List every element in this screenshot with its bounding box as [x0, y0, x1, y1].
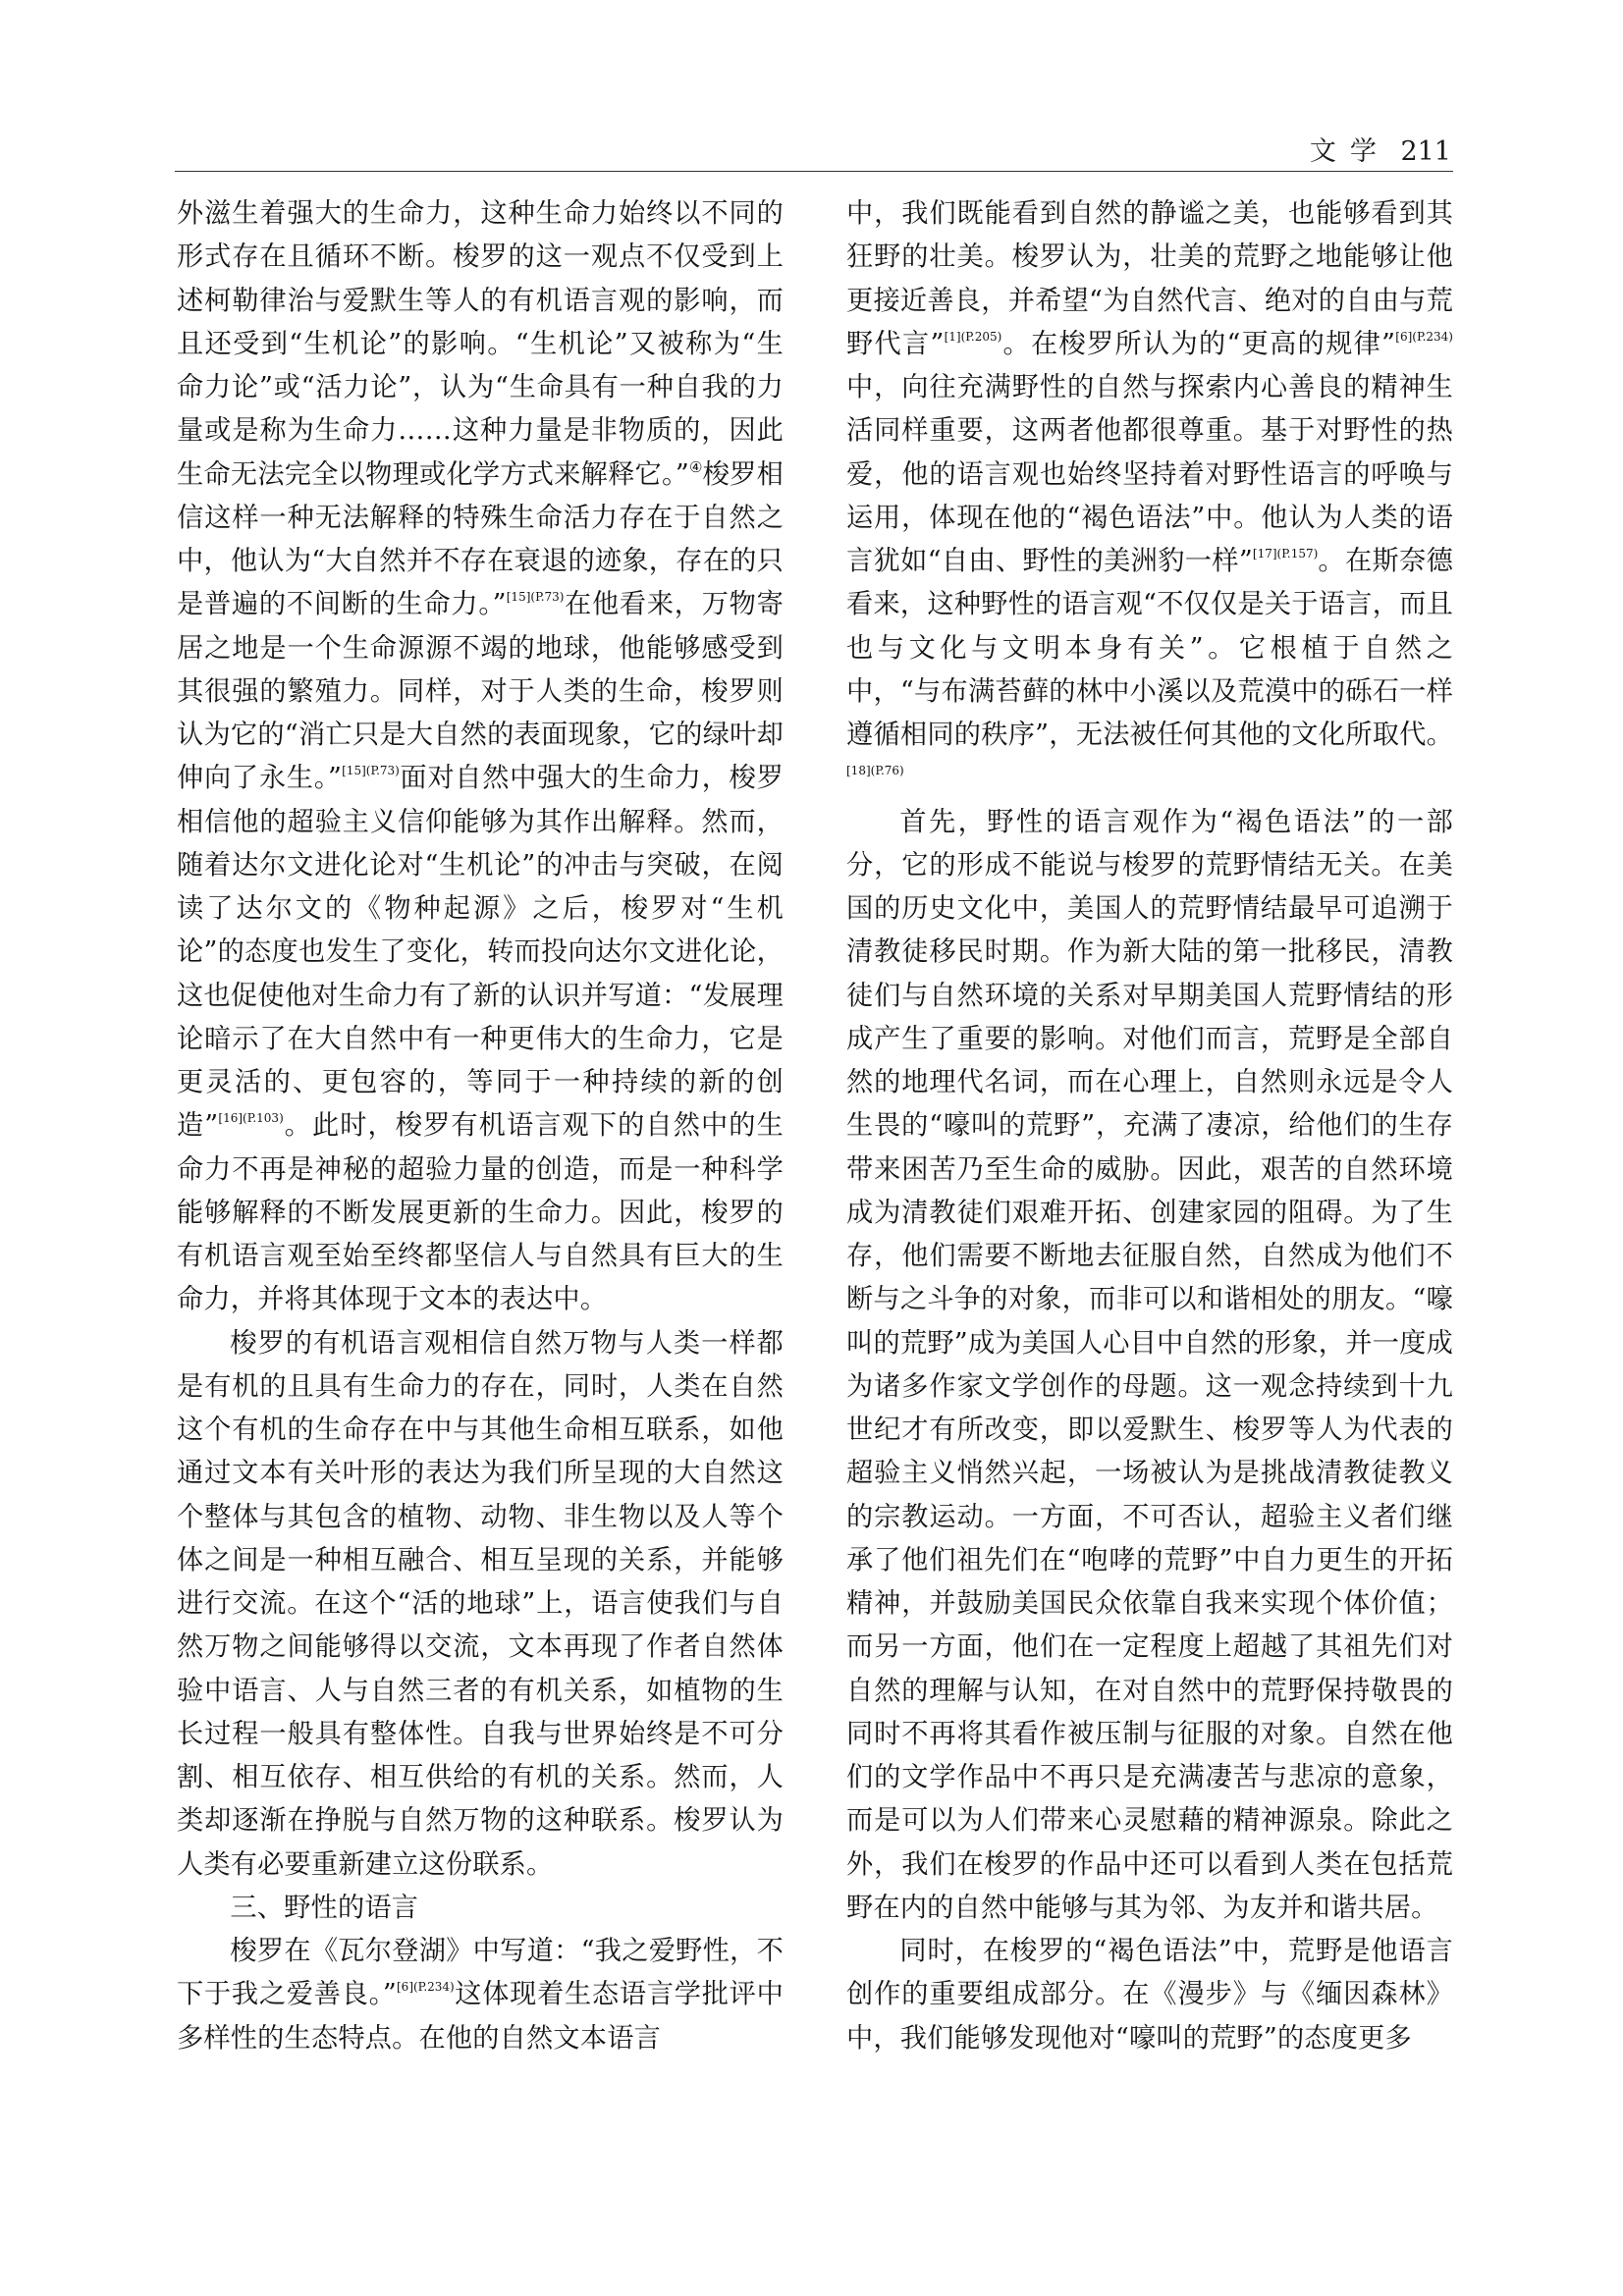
paragraph: 首先，野性的语言观作为“褐色语法”的一部分，它的形成不能说与梭罗的荒野情结无关。在美国的历史文化中，美国人的荒野情结最早可追溯于清教徒移民时期。作为新大陆的第一批移民，清教徒们与自然环境的关系对早期美国人荒野情结的形成产生了重要的影响。对他们而言，荒野是全部自然的地理代名词，而在心理上，自然则永远是令人生畏的“嚎叫的荒野”，充满了凄凉，给他们的生存带来困苦乃至生命的威胁。因此，艰苦的自然环境成为清教徒们艰难开拓、创建家园的阻碍。为了生存，他们需要不断地去征服自然，自然成为他们不断与之斗争的对象，而非可以和谐相处的朋友。“嚎叫的荒野”成为美国人心目中自然的形象，并一度成为诸多作家文学创作的母题。这一观念持续到十九世纪才有所改变，即以爱默生、梭罗等人为代表的超验主义悄然兴起，一场被认为是挑战清教徒教义的宗教运动。一方面，不可否认，超验主义者们继承了他们祖先们在“咆哮的荒野”中自力更生的开拓精神，并鼓励美国民众依靠自我来实现个体价值；而另一方面，他们在一定程度上超越了其祖先们对自然的理解与认知，在对自然中的荒野保持敬畏的同时不再将其看作被压制与征服的对象。自然在他们的文学作品中不再只是充满凄苦与悲凉的意象，而是可以为人们带来心灵慰藉的精神源泉。除此之外，我们在梭罗的作品中还可以看到人类在包括荒野在内的自然中能够与其为邻、为友并和谐共居。	[846, 806, 1453, 1923]
text-run: 梭罗在《瓦尔登湖》中写道：“我之爱野性，不下于我之爱善良。”	[177, 1936, 784, 2010]
text-run: 面对自然中强大的生命力，梭罗相信他的超验主义信仰能够为其作出解释。然而，随着达尔文进化论对“生机论”的冲击与突破，在阅读了达尔文的《物种起源》之后，梭罗对“生机论”的态度也发生了变化，转而投向达尔文进化论，这也促使他对生命力有了新的认识并写道：“发展理论暗示了在大自然中有一种更伟大的生命力，它是更灵活的、更包容的，等同于一种持续的新的创造”	[177, 763, 784, 1142]
citation: [18](P.76)	[846, 764, 904, 778]
citation: [6](P.234)	[397, 1980, 455, 1995]
paragraph	[177, 1930, 784, 2060]
running-header	[175, 130, 1451, 168]
footnote-marker: ④	[688, 457, 703, 476]
text-run: 外滋生着强大的生命力，这种生命力始终以不同的形式存在且循环不断。梭罗的这一观点不仅受到上述柯勒律治与爱默生等人的有机语言观的影响，而且还受到“生机论”的影响。“生机论”又被称为“生命力论”或“活力论”，认为“生命具有一种自我的力量或是称为生命力……这种力量是非物质的，因此生命无法完全以物理或化学方式来解释它。”	[177, 198, 784, 490]
right-column	[846, 192, 1453, 2060]
section-heading: 三、野性的语言	[230, 1892, 419, 1923]
citation: [17](P.157)	[1252, 547, 1319, 561]
citation: [16](P.103)	[218, 1111, 284, 1126]
citation: [15](P.73)	[342, 764, 400, 778]
text-run: 梭罗相信这样一种无法解释的特殊生命活力存在于自然之中，他认为“大自然并不存在衰退的迹象，存在的只是普遍的不间断的生命力。”	[177, 458, 784, 620]
citation: [1](P.205)	[944, 329, 1002, 344]
section-title: 文学	[1309, 136, 1390, 167]
header-rule	[175, 171, 1453, 172]
page-number: 211	[1400, 136, 1451, 167]
text-run: 这体现着生态语言学批评中多样性的生态特点。在他的自然文本语言	[177, 1979, 784, 2054]
text-run: 。在梭罗所认为的“更高的规律”	[1001, 328, 1396, 359]
text-run: 。此时，梭罗有机语言观下的自然中的生命力不再是神秘的超验力量的创造，而是一种科学能够解释的不断发展更新的生命力。因此，梭罗的有机语言观至始至终都坚信人与自然具有巨大的生命力，并将其体现于文本的表达中。	[177, 1110, 784, 1315]
text-run: 在他看来，万物寄居之地是一个生命源源不竭的地球，他能够感受到其很强的繁殖力。同样，对于人类的生命，梭罗则认为它的“消亡只是大自然的表面现象，它的绿叶却伸向了永生。”	[177, 589, 784, 794]
text-run: 。在斯奈德看来，这种野性的语言观“不仅仅是关于语言，而且也与文化与文明本身有关”。它根植于自然之中，“与布满苔藓的林中小溪以及荒漠中的砾石一样遵循相同的秩序”，无法被任何其他的文化所取代。	[846, 546, 1453, 750]
text-run: 中，向往充满野性的自然与探索内心善良的精神生活同样重要，这两者他都很尊重。基于对野性的热爱，他的语言观也始终坚持着对野性语言的呼唤与运用，体现在他的“褐色语法”中。他认为人类的语言犹如“自由、野性的美洲豹一样”	[846, 372, 1453, 576]
paragraph: 梭罗的有机语言观相信自然万物与人类一样都是有机的且具有生命力的存在，同时，人类在自然这个有机的生命存在中与其他生命相互联系，如他通过文本有关叶形的表达为我们所呈现的大自然这个整体与其包含的植物、动物、非生物以及人等个体之间是一种相互融合、相互呈现的关系，并能够进行交流。在这个“活的地球”上，语言使我们与自然万物之间能够得以交流，文本再现了作者自然体验中语言、人与自然三者的有机关系，如植物的生长过程一般具有整体性。自我与世界始终是不可分割、相互依存、相互供给的有机的关系。然而，人类却逐渐在挣脱与自然万物的这种联系。梭罗认为人类有必要重新建立这份联系。	[177, 1327, 784, 1880]
citation: [6](P.234)	[1395, 329, 1453, 344]
text-run: 中，我们既能看到自然的静谧之美，也能够看到其狂野的壮美。梭罗认为，壮美的荒野之地能够让他更接近善良，并希望“为自然代言、绝对的自由与荒野代言”	[846, 198, 1453, 359]
paragraph: 同时，在梭罗的“褐色语法”中，荒野是他语言创作的重要组成部分。在《漫步》与《缅因森林》中，我们能够发现他对“嚎叫的荒野”的态度更多	[846, 1936, 1453, 2054]
citation: [15](P.73)	[506, 590, 565, 605]
left-column	[177, 192, 784, 2060]
paragraph	[846, 192, 1453, 801]
paragraph	[177, 192, 784, 1322]
